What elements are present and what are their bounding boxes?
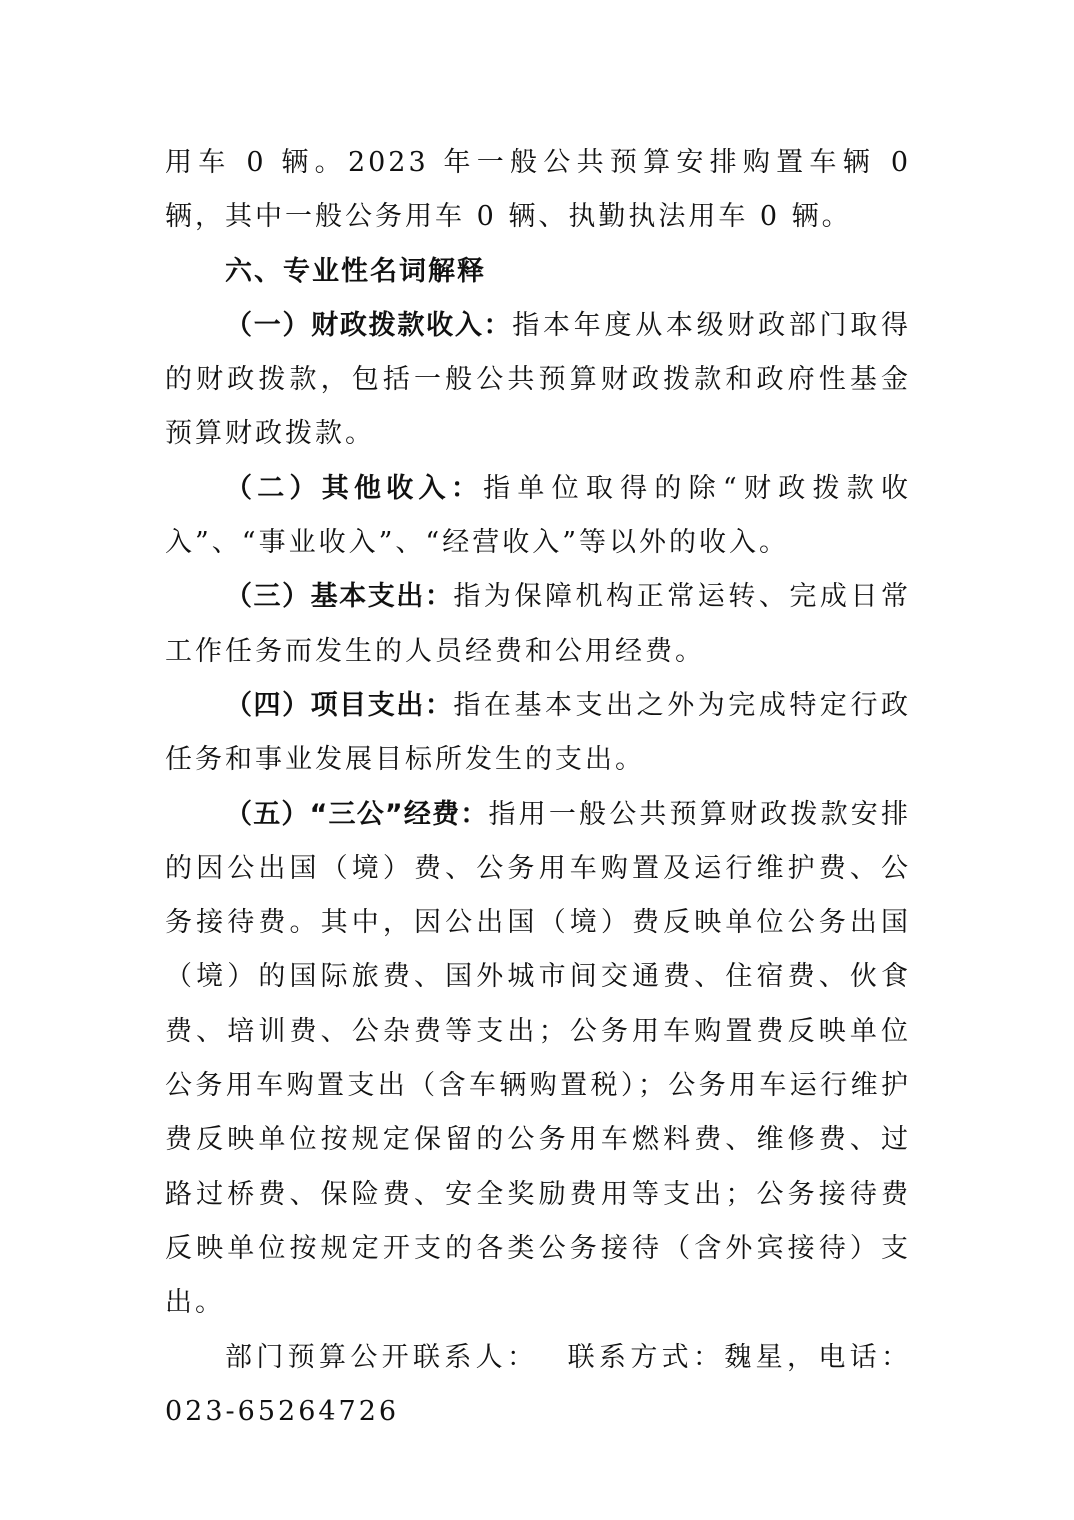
term-item-basic-expenditure [165, 570, 911, 679]
term-label: （四）项目支出： [225, 689, 454, 721]
term-item-other-income [165, 462, 911, 571]
term-label: （三）基本支出： [225, 581, 454, 613]
term-definition: 指本年度从本级财政部门取得的财政拨款，包括一般公共预算财政拨款和政府性基金预算财政拨款。 [165, 309, 912, 450]
document-body [165, 136, 911, 1439]
term-label: （二）其他收入： [225, 472, 484, 504]
term-item-fiscal-appropriation [165, 299, 911, 462]
contact-method: 联系方式：魏星，电话： [566, 1341, 912, 1373]
term-definition: 指用一般公共预算财政拨款安排的因公出国（境）费、公务用车购置及运行维护费、公务接待费。其中，因公出国（境）费反映单位公务出国（境）的国际旅费、国外城市间交通费、住宿费、伙食费、培训费、公杂费等支出；公务用车购置费反映单位公务用车购置支出（含车辆购置税）；公务用车运行维护费反映单位按规定保留的公务用车燃料费、维修费、过路过桥费、保险费、安全奖励费用等支出；公务接待费反映单位按规定开支的各类公务接待（含外宾接待）支出。 [165, 798, 911, 1319]
term-label: （一）财政拨款收入： [225, 309, 513, 341]
contact-paragraph [165, 1331, 911, 1440]
term-definition: 指在基本支出之外为完成特定行政任务和事业发展目标所发生的支出。 [165, 689, 912, 776]
contact-phone: 023-65264726 [165, 1395, 400, 1427]
contact-label: 部门预算公开联系人： [225, 1341, 539, 1373]
term-item-three-public-expenses [165, 788, 911, 1331]
term-definition: 指为保障机构正常运转、完成日常工作任务而发生的人员经费和公用经费。 [165, 581, 912, 667]
term-definition: 指单位取得的除“财政拨款收入”、“事业收入”、“经营收入”等以外的收入。 [165, 472, 911, 559]
term-label: （五）“三公”经费： [225, 798, 489, 830]
vehicle-paragraph: 用车 0 辆。2023 年一般公共预算安排购置车辆 0 辆，其中一般公务用车 0 辆、执勤执法用车 0 辆。 [165, 147, 911, 233]
section-heading-terms: 六、专业性名词解释 [225, 255, 486, 287]
term-item-project-expenditure [165, 679, 911, 788]
